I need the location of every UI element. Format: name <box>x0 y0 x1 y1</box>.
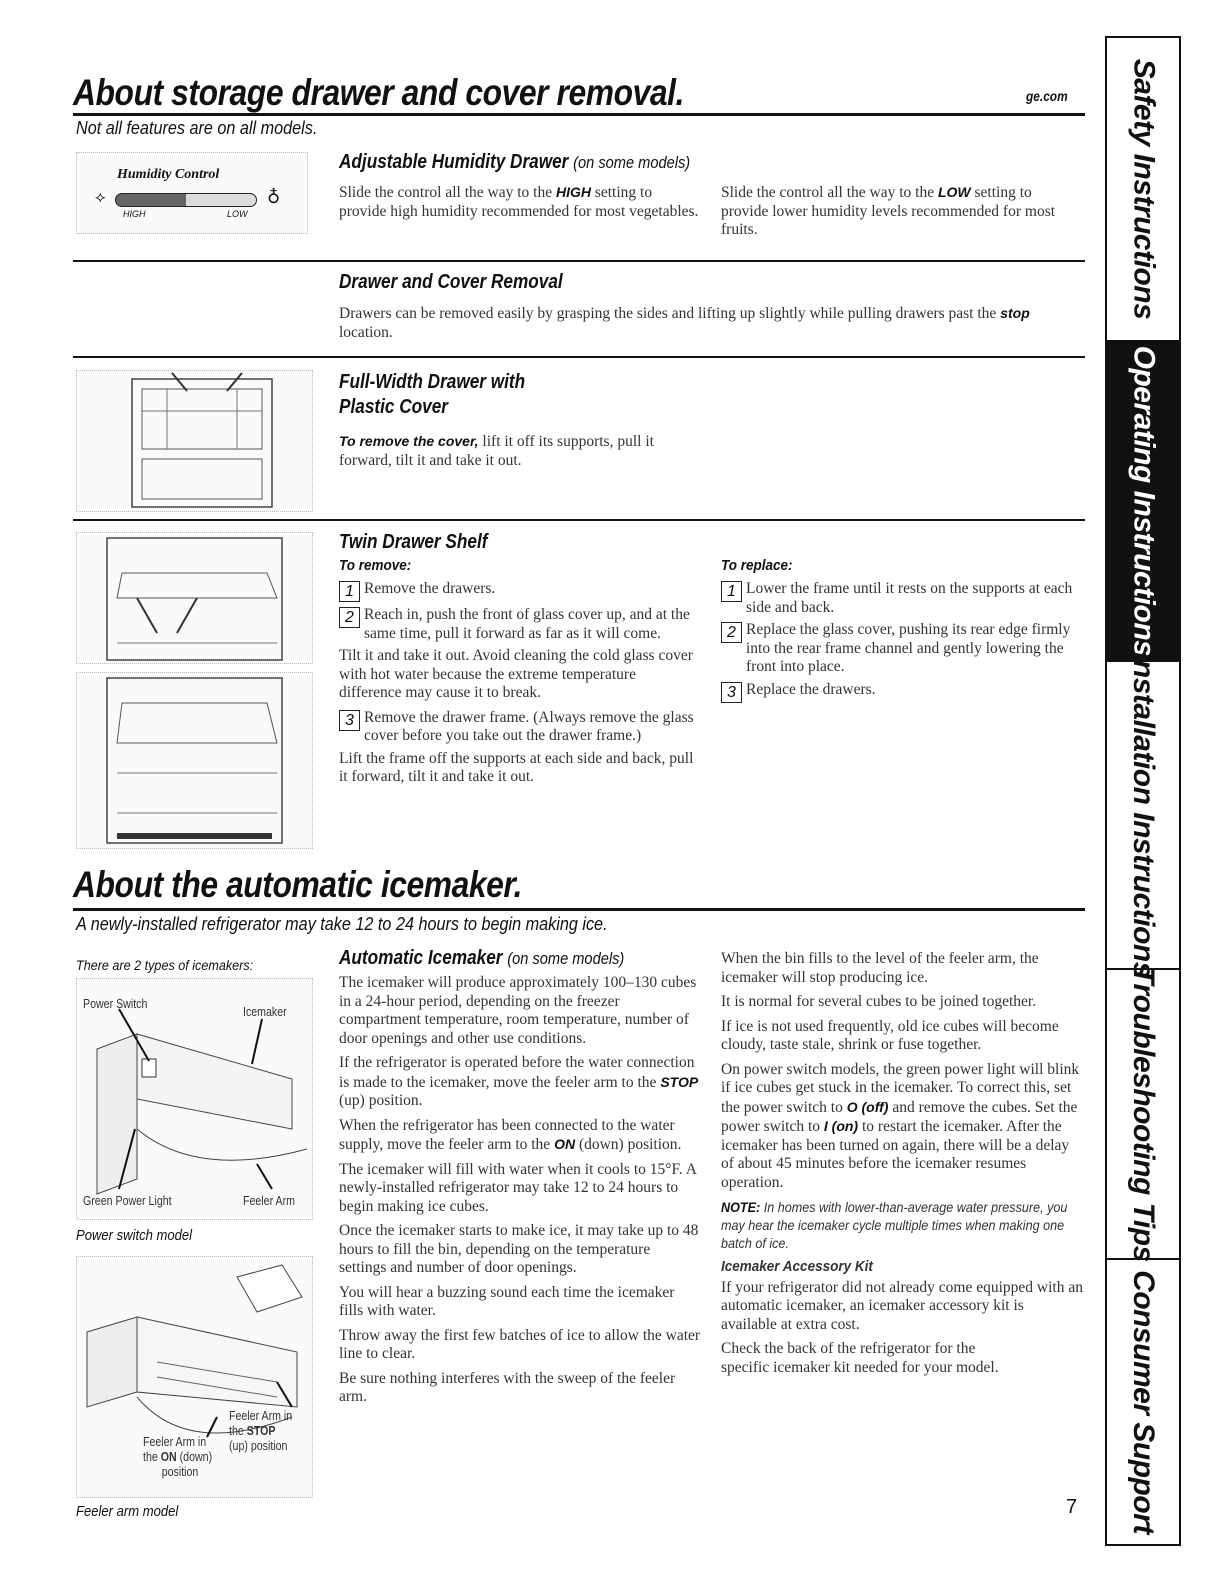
tab-consumer-support[interactable]: Consumer Support <box>1127 1270 1161 1534</box>
label-green-power-light: Green Power Light <box>83 1194 172 1208</box>
section-title-storage: About storage drawer and cover removal. <box>73 72 684 113</box>
icemaker-note: NOTE: In homes with lower-than-average water pressure, you may hear the icemaker cycle multiple times when making one batch of ice. <box>721 1199 1068 1251</box>
humidity-high-text: Slide the control all the way to the HIGH setting to provide high humidity recommended for most vegetables. <box>339 184 699 220</box>
power-switch-model-illustration <box>76 978 313 1220</box>
auto-icemaker-text: The icemaker will produce approximately 100–130 cubes in a 24-hour period, depending on the freezer compartment temperature, room temperature, number of door openings and other use conditions. If the refrigerator is operated before the water connection is made to the icemaker, move the feeler arm to the STOP (up) position. When the refrigerator has been connected to the water supply, move the feeler arm to the ON (down) position. The icemaker will fill with water when it cools to 15°F. A newly-installed refrigerator may take 12 to 24 hours to begin making ice cubes. Once the icemaker starts to make ice, it may take up to 48 hours to fill the bin, depending on the temperature settings and number of door openings. You will hear a buzzing sound each time the icemaker fills with water. Throw away the first few batches of ice to allow the water line to clear. Be sure nothing interferes with the sweep of the feeler arm. <box>339 974 701 1405</box>
remove-step: 2 Reach in, push the front of glass cover up, and at the same time, pull it forward as far as it will come. <box>339 606 699 643</box>
remove-step: 3 Remove the drawer frame. (Always remove the glass cover before you take out the drawer frame.) <box>339 709 699 746</box>
label-icemaker: Icemaker <box>243 1005 287 1019</box>
humidity-control-label: Humidity Control <box>117 167 220 182</box>
label-power-switch: Power Switch <box>83 997 148 1011</box>
replace-step: 1 Lower the frame until it rests on the supports at each side and back. <box>721 580 1083 617</box>
section-subtitle-storage: Not all features are on all models. <box>76 118 318 138</box>
remove-step: 1 Remove the drawers. <box>339 580 699 602</box>
tab-safety-instructions[interactable]: Safety Instructions <box>1107 38 1179 342</box>
icemaker-right-text: When the bin fills to the level of the feeler arm, the icemaker will stop producing ice. It is normal for several cubes to be joined together. If ice is not used frequently, old ice cubes will become cloudy, taste stale, shrink or fuse together. On power switch models, the green power light will blink if ice cubes get stuck in the icemaker. To correct this, set the power switch to O (off) and remove the cubes. Set the power switch to I (on) to restart the icemaker. After the icemaker has been turned on again, there will be a delay of about 45 minutes before the icemaker resumes operation. NOTE: In homes with lower-than-average water pressure, you may hear the icemaker cycle multiple times when making one batch of ice. Icemaker Accessory Kit If your refrigerator did not already come equipped with an automatic icemaker, an icemaker accessory kit is available at extra cost. Check the back of the refrigerator for the specific icemaker kit needed for your model. <box>721 950 1083 1376</box>
title-rule <box>73 113 1085 116</box>
humidity-high-label: HIGH <box>123 209 146 219</box>
icemaker-types-intro: There are 2 types of icemakers: <box>76 957 254 973</box>
title-rule <box>73 908 1085 911</box>
humidity-control-illustration <box>76 152 308 234</box>
twin-heading: Twin Drawer Shelf <box>339 531 488 553</box>
replace-step: 2 Replace the glass cover, pushing its rear edge firmly into the rear frame channel and gently lowering the front into place. <box>721 621 1083 677</box>
full-width-drawer-illustration <box>76 370 313 512</box>
humidity-heading: Adjustable Humidity Drawer (on some models) <box>339 151 691 173</box>
full-width-heading: Full-Width Drawer with Plastic Cover <box>339 371 526 418</box>
kit-heading: Icemaker Accessory Kit <box>721 1258 873 1275</box>
humidity-low-text: Slide the control all the way to the LOW setting to provide lower humidity levels recommended for most fruits. <box>721 184 1056 238</box>
drawer-drawing <box>77 371 312 511</box>
twin-drawer-illustration-top <box>76 532 313 664</box>
auto-icemaker-heading: Automatic Icemaker (on some models) <box>339 947 625 969</box>
carrot-icon: ⟡ <box>95 189 106 206</box>
remove-label: To remove: <box>339 557 412 574</box>
section-title-icemaker: About the automatic icemaker. <box>73 864 523 905</box>
label-feeler-arm: Feeler Arm <box>243 1194 295 1208</box>
replace-column <box>721 580 1083 707</box>
label-arm-on: Feeler Arm in the ON (down) position <box>143 1435 213 1479</box>
full-width-text: To remove the cover, lift it off its supports, pull it forward, tilt it and take it out. <box>339 433 654 469</box>
removal-text: Drawers can be removed easily by grasping the sides and lifting up slightly while pulling drawers past the stop location. <box>339 305 1030 341</box>
feeler-arm-model-illustration <box>76 1256 313 1498</box>
divider <box>73 519 1085 521</box>
twin-drawer-drawing-bottom <box>77 673 312 848</box>
caption-power-switch-model: Power switch model <box>76 1228 193 1244</box>
label-arm-stop: Feeler Arm in the STOP (up) position <box>229 1409 293 1453</box>
replace-label: To replace: <box>721 557 793 574</box>
section-subtitle-icemaker: A newly-installed refrigerator may take 12 to 24 hours to begin making ice. <box>76 914 608 934</box>
tab-installation-instructions[interactable]: Installation Instructions <box>1107 662 1179 970</box>
remove-column: 1 Remove the drawers. 2 Reach in, push the front of glass cover up, and at the same time, pull it forward as far as it will come. Tilt it and take it out. Avoid cleaning the cold glass cover with hot water because the extreme temperature difference may cause it to break. 3 Remove the drawer frame. (Always remove the glass cover before you take out the drawer frame.) Lift the frame off the supports at each side and back, pull it forward, tilt it and take it out. <box>339 580 699 793</box>
site-link[interactable]: ge.com <box>1026 88 1068 104</box>
page-number: 7 <box>1066 1496 1078 1518</box>
caption-feeler-arm-model: Feeler arm model <box>76 1504 179 1520</box>
tab-operating-instructions[interactable]: Operating Instructions <box>1107 342 1179 662</box>
twin-drawer-drawing-top <box>77 533 312 663</box>
apple-icon: ♁ <box>267 187 281 207</box>
humidity-low-label: LOW <box>227 209 248 219</box>
twin-drawer-illustration-bottom <box>76 672 313 849</box>
divider <box>73 356 1085 358</box>
humidity-slider[interactable] <box>115 193 257 207</box>
tab-troubleshooting-tips[interactable]: Troubleshooting Tips <box>1107 970 1179 1260</box>
section-tabs <box>1105 36 1181 1546</box>
divider <box>73 260 1085 262</box>
removal-heading: Drawer and Cover Removal <box>339 271 563 293</box>
replace-step: 3 Replace the drawers. <box>721 681 1083 703</box>
